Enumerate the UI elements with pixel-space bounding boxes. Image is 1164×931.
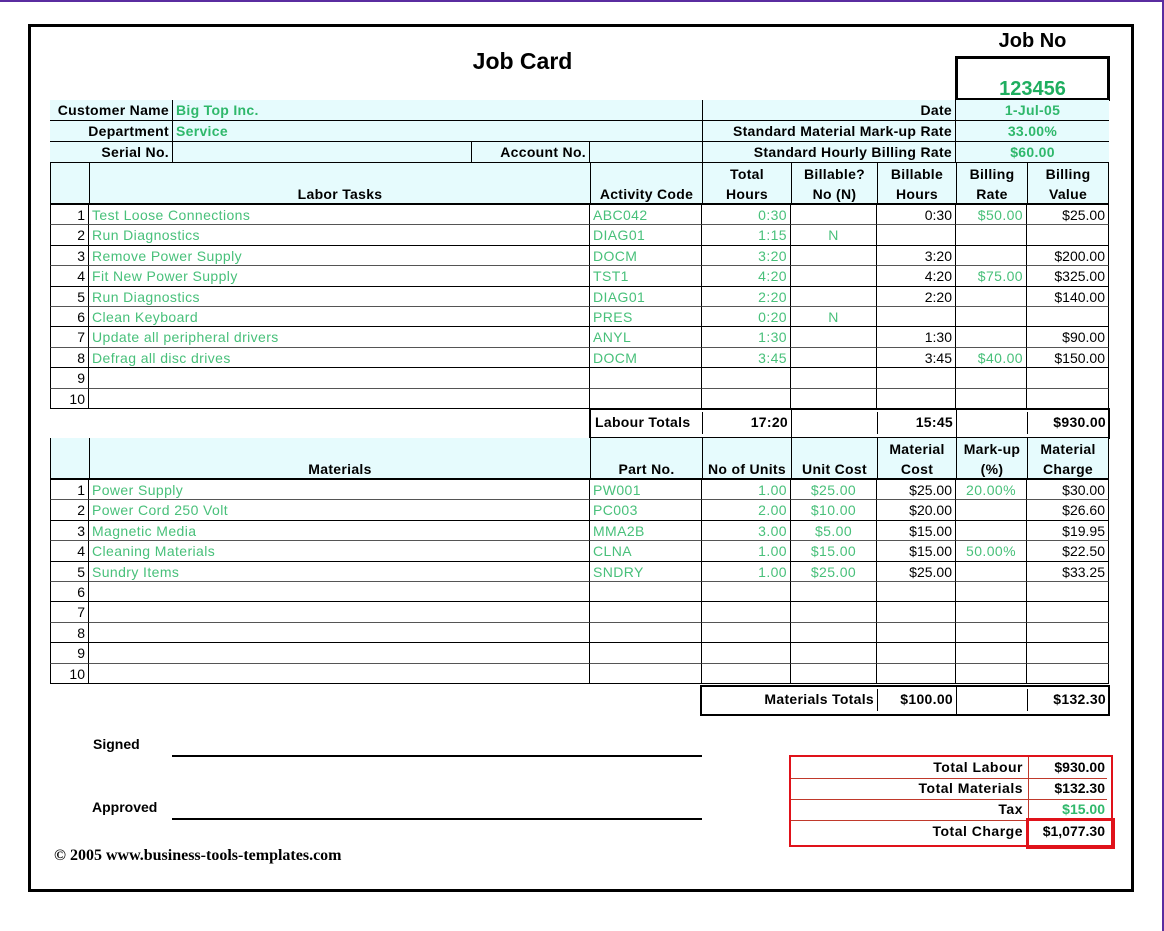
labor-col-header [956,163,1027,204]
materials-markup-cell[interactable] [956,561,1027,581]
materials-item-cell[interactable] [89,642,590,662]
header-line-2: Charge [1042,461,1094,477]
materials-cost-cell[interactable]: $15.00 [877,540,956,560]
signed-line[interactable] [172,755,702,757]
labor-hours-cell[interactable]: 1:30 [702,326,791,346]
markup-rate-field[interactable]: 33.00% [956,121,1109,142]
materials-item-cell[interactable]: Sundry Items [89,561,590,581]
labor-bhours-cell[interactable]: 3:45 [877,347,956,367]
total-charge-highlight [1026,818,1115,849]
job-number-label: Job No [998,30,1067,52]
materials-units-cell[interactable]: 1.00 [702,561,791,581]
labor-bhours-cell[interactable] [877,224,956,244]
header-line-1 [792,439,877,459]
materials-item-cell[interactable]: Cleaning Materials [89,540,590,560]
total-charge-value: $1,077.30 [1028,820,1107,843]
labor-billable-cell[interactable] [791,347,877,367]
materials-markup-cell[interactable] [956,581,1027,601]
materials-charge-cell[interactable]: $19.95 [1027,520,1109,540]
materials-units-cell[interactable]: 1.00 [702,540,791,560]
materials-n-cell: 2 [50,499,89,519]
header-line-2: (%) [980,461,1004,477]
materials-units-cell[interactable]: 2.00 [702,499,791,519]
materials-n-cell: 9 [50,642,89,662]
header-line-1: Total [730,166,764,182]
materials-markup-cell[interactable] [956,601,1027,621]
labor-billable-cell[interactable] [791,265,877,285]
materials-part-cell[interactable]: CLNA [590,540,702,560]
materials-total-charge: $132.30 [1027,689,1109,711]
labor-hours-cell[interactable]: 4:20 [702,265,791,285]
labor-code-cell[interactable]: DOCM [590,347,702,367]
materials-charge-cell[interactable]: $26.60 [1027,499,1109,519]
materials-item-cell[interactable] [89,581,590,601]
labor-value-cell[interactable]: $150.00 [1027,347,1109,367]
materials-units-cell[interactable] [702,622,791,642]
labor-value-cell[interactable]: $200.00 [1027,245,1109,265]
materials-col-header [89,438,590,479]
materials-part-cell[interactable] [590,642,702,662]
materials-unit_cost-cell[interactable] [791,663,877,683]
materials-charge-cell[interactable] [1027,601,1109,621]
materials-item-cell[interactable] [89,601,590,621]
materials-col-header [791,438,877,479]
labor-col-header [702,163,791,204]
department-field[interactable]: Service [173,121,702,142]
labor-n-cell: 2 [50,224,89,244]
total-materials-label: Total Materials [918,780,1023,796]
header-line-1: Billing [969,166,1015,182]
labor-rate-cell[interactable] [956,388,1027,408]
labor-hours-cell[interactable] [702,367,791,387]
labor-col-header [50,163,89,204]
materials-markup-cell[interactable] [956,499,1027,519]
header-line-2: Value [1048,186,1088,202]
header-line-2: Hours [726,186,768,202]
materials-part-cell[interactable] [590,601,702,621]
materials-n-cell: 5 [50,561,89,581]
labor-value-cell[interactable]: $90.00 [1027,326,1109,346]
materials-markup-cell[interactable]: 20.00% [956,479,1027,499]
labor-total-value: $930.00 [1027,412,1109,434]
materials-units-cell[interactable]: 1.00 [702,479,791,499]
labor-rate-cell[interactable] [956,224,1027,244]
materials-part-cell[interactable] [590,581,702,601]
labor-col-header [89,163,590,204]
materials-part-cell[interactable]: PC003 [590,499,702,519]
labor-hours-cell[interactable] [702,388,791,408]
header-line-2: Hours [896,186,938,202]
materials-item-cell[interactable] [89,663,590,683]
materials-cost-cell[interactable]: $25.00 [877,561,956,581]
materials-part-cell[interactable] [590,622,702,642]
materials-units-cell[interactable]: 3.00 [702,520,791,540]
materials-n-cell: 7 [50,601,89,621]
header-line-1 [703,439,791,459]
materials-cost-cell[interactable] [877,581,956,601]
materials-cost-cell[interactable]: $20.00 [877,499,956,519]
tax-label: Tax [998,801,1023,817]
labor-billable-cell[interactable] [791,245,877,265]
materials-cost-cell[interactable]: $25.00 [877,479,956,499]
labor-code-cell[interactable]: DIAG01 [590,286,702,306]
labor-hours-cell[interactable]: 0:20 [702,306,791,326]
header-line-1 [591,439,702,459]
labor-code-cell[interactable]: DOCM [590,245,702,265]
materials-markup-cell[interactable] [956,520,1027,540]
materials-n-cell: 8 [50,622,89,642]
labor-col-header [791,163,877,204]
header-line-1 [591,164,702,184]
materials-part-cell[interactable] [590,663,702,683]
header-line-1 [51,439,89,459]
materials-cost-cell[interactable] [877,663,956,683]
header-line-1 [51,164,89,184]
materials-item-cell[interactable]: Power Supply [89,479,590,499]
labor-value-cell[interactable]: $25.00 [1027,204,1109,224]
labor-rate-cell[interactable] [956,306,1027,326]
materials-unit_cost-cell[interactable]: $25.00 [791,479,877,499]
header-line-2: Part No. [618,461,675,477]
labor-code-cell[interactable]: DIAG01 [590,224,702,244]
labor-bhours-cell[interactable] [877,367,956,387]
labor-n-cell: 8 [50,347,89,367]
total-labour-row [791,757,1107,779]
labor-rate-cell[interactable]: $75.00 [956,265,1027,285]
materials-charge-cell[interactable] [1027,663,1109,683]
labor-bhours-cell[interactable]: 0:30 [877,204,956,224]
header-line-2: Unit Cost [802,461,867,477]
total-materials-row [791,778,1107,800]
labor-value-cell[interactable] [1027,367,1109,387]
materials-unit_cost-cell[interactable] [791,581,877,601]
labor-n-cell: 5 [50,286,89,306]
materials-n-cell: 6 [50,581,89,601]
copyright: © 2005 www.business-tools-templates.com [54,847,342,864]
materials-unit_cost-cell[interactable] [791,622,877,642]
labor-total-hours: 17:20 [702,412,791,434]
labor-hours-cell[interactable]: 3:20 [702,245,791,265]
materials-units-cell[interactable] [702,581,791,601]
materials-n-cell: 3 [50,520,89,540]
labor-hours-cell[interactable]: 1:15 [702,224,791,244]
account-no-field[interactable] [590,142,702,163]
labor-value-cell[interactable]: $325.00 [1027,265,1109,285]
header-line-2: Materials [308,461,372,477]
labor-billable-cell[interactable] [791,367,877,387]
materials-units-cell[interactable] [702,642,791,662]
materials-n-cell: 4 [50,540,89,560]
materials-unit_cost-cell[interactable] [791,642,877,662]
total-labour-value: $930.00 [1028,757,1107,778]
materials-charge-cell[interactable]: $33.25 [1027,561,1109,581]
labor-value-cell[interactable] [1027,388,1109,408]
labor-rate-cell[interactable]: $40.00 [956,347,1027,367]
approved-label: Approved [92,799,158,815]
labor-bhours-cell[interactable]: 4:20 [877,265,956,285]
header-line-1: Mark-up [963,441,1021,457]
markup-rate-label: Standard Material Mark-up Rate [702,121,956,142]
billing-rate-label: Standard Hourly Billing Rate [702,142,956,163]
labor-col-header [590,163,702,204]
labor-bhours-cell[interactable] [877,388,956,408]
tax-field[interactable]: $15.00 [1028,799,1107,820]
materials-col-header [702,438,791,479]
labor-hours-cell[interactable]: 0:30 [702,204,791,224]
total-labour-label: Total Labour [933,759,1023,775]
materials-col-header [50,438,89,479]
labor-task-cell[interactable]: Run Diagnostics [89,286,590,306]
labor-rate-cell[interactable] [956,286,1027,306]
labor-bhours-cell[interactable] [877,306,956,326]
labor-task-cell[interactable]: Test Loose Connections [89,204,590,224]
account-no-label: Account No. [471,142,590,163]
labor-code-cell[interactable]: ANYL [590,326,702,346]
labor-n-cell: 1 [50,204,89,224]
materials-units-cell[interactable] [702,663,791,683]
materials-col-header [956,438,1027,479]
header-line-2: No (N) [812,186,857,202]
labor-value-cell[interactable] [1027,306,1109,326]
header-line-2: No of Units [708,461,786,477]
labor-totals-divider [956,410,1027,437]
materials-total-cost: $100.00 [877,689,956,711]
materials-cost-cell[interactable] [877,601,956,621]
department-label: Department [50,121,173,142]
labor-billable-cell[interactable]: N [791,306,877,326]
materials-unit_cost-cell[interactable]: $25.00 [791,561,877,581]
materials-item-cell[interactable]: Magnetic Media [89,520,590,540]
labor-billable-cell[interactable] [791,388,877,408]
labor-totals-divider [791,410,877,437]
materials-part-cell[interactable]: SNDRY [590,561,702,581]
labor-rate-cell[interactable] [956,367,1027,387]
labor-task-cell[interactable]: Run Diagnostics [89,224,590,244]
labor-col-header [1027,163,1109,204]
materials-col-header [877,438,956,479]
total-materials-value: $132.30 [1028,778,1107,799]
header-line-2: Activity Code [599,186,694,202]
materials-charge-cell[interactable]: $30.00 [1027,479,1109,499]
labor-rate-cell[interactable] [956,326,1027,346]
labor-n-cell: 4 [50,265,89,285]
labor-billable-cell[interactable] [791,326,877,346]
labor-col-header [877,163,956,204]
materials-unit_cost-cell[interactable] [791,601,877,621]
header-line-1: Billable [890,166,944,182]
materials-markup-cell[interactable]: 50.00% [956,540,1027,560]
materials-part-cell[interactable]: MMA2B [590,520,702,540]
materials-totals-label: Materials Totals [764,691,874,707]
labor-code-cell[interactable] [590,367,702,387]
header-line-2: Labor Tasks [297,186,383,202]
materials-unit_cost-cell[interactable]: $15.00 [791,540,877,560]
serial-no-field[interactable] [173,142,471,163]
materials-units-cell[interactable] [702,601,791,621]
materials-bottom-border [50,683,1109,684]
date-label: Date [702,100,956,121]
date-field[interactable]: 1-Jul-05 [956,100,1109,121]
signed-label: Signed [93,736,140,752]
customer-name-field[interactable]: Big Top Inc. [173,100,702,121]
materials-charge-cell[interactable]: $22.50 [1027,540,1109,560]
header-line-1 [90,439,590,459]
labor-bhours-cell[interactable]: 2:20 [877,286,956,306]
materials-col-header [1027,438,1109,479]
labor-rate-cell[interactable]: $50.00 [956,204,1027,224]
materials-markup-cell[interactable] [956,642,1027,662]
materials-part-cell[interactable]: PW001 [590,479,702,499]
materials-cost-cell[interactable]: $15.00 [877,520,956,540]
labor-billable-cell[interactable]: N [791,224,877,244]
labor-total-billable-hours: 15:45 [877,412,956,434]
materials-item-cell[interactable]: Power Cord 250 Volt [89,499,590,519]
billing-rate-field[interactable]: $60.00 [956,142,1109,163]
materials-n-cell: 1 [50,479,89,499]
labor-task-cell[interactable]: Update all peripheral drivers [89,326,590,346]
header-line-1: Billing [1045,166,1091,182]
materials-charge-cell[interactable] [1027,581,1109,601]
header-line-1: Material [889,441,945,457]
labor-n-cell: 10 [50,388,89,408]
labor-task-cell[interactable] [89,388,590,408]
customer-name-label: Customer Name [50,100,173,121]
header-line-1: Material [1040,441,1096,457]
materials-markup-cell[interactable] [956,663,1027,683]
header-line-2: Rate [976,186,1008,202]
materials-n-cell: 10 [50,663,89,683]
labor-code-cell[interactable] [590,388,702,408]
labor-code-cell[interactable]: TST1 [590,265,702,285]
labor-billable-cell[interactable] [791,204,877,224]
labor-task-cell[interactable] [89,367,590,387]
labor-totals-label: Labour Totals [595,414,691,430]
labor-task-cell[interactable]: Fit New Power Supply [89,265,590,285]
header-line-1 [90,164,590,184]
materials-col-header [590,438,702,479]
header-line-2: Cost [900,461,934,477]
labor-bhours-cell[interactable]: 3:20 [877,245,956,265]
labor-task-cell[interactable]: Defrag all disc drives [89,347,590,367]
labor-bhours-cell[interactable]: 1:30 [877,326,956,346]
materials-unit_cost-cell[interactable]: $5.00 [791,520,877,540]
labor-n-cell: 3 [50,245,89,265]
approved-line[interactable] [172,818,702,820]
labor-code-cell[interactable]: PRES [590,306,702,326]
materials-charge-cell[interactable] [1027,622,1109,642]
labor-n-cell: 6 [50,306,89,326]
materials-cost-cell[interactable] [877,642,956,662]
labor-rate-cell[interactable] [956,245,1027,265]
labor-hours-cell[interactable]: 2:20 [702,286,791,306]
labor-task-cell[interactable]: Remove Power Supply [89,245,590,265]
labor-code-cell[interactable]: ABC042 [590,204,702,224]
page-title: Job Card [472,48,573,74]
labor-n-cell: 9 [50,367,89,387]
labor-hours-cell[interactable]: 3:45 [702,347,791,367]
labor-n-cell: 7 [50,326,89,346]
materials-unit_cost-cell[interactable]: $10.00 [791,499,877,519]
materials-charge-cell[interactable] [1027,642,1109,662]
total-charge-label: Total Charge [932,823,1023,839]
job-number-field[interactable]: 123456 [955,56,1110,101]
materials-cost-cell[interactable] [877,622,956,642]
materials-item-cell[interactable] [89,622,590,642]
summary-box [789,755,1113,847]
labor-task-cell[interactable]: Clean Keyboard [89,306,590,326]
materials-totals-divider [956,687,1027,714]
materials-markup-cell[interactable] [956,622,1027,642]
labor-value-cell[interactable] [1027,224,1109,244]
labor-value-cell[interactable]: $140.00 [1027,286,1109,306]
labor-billable-cell[interactable] [791,286,877,306]
serial-no-label: Serial No. [50,142,173,163]
header-line-1: Billable? [803,166,866,182]
